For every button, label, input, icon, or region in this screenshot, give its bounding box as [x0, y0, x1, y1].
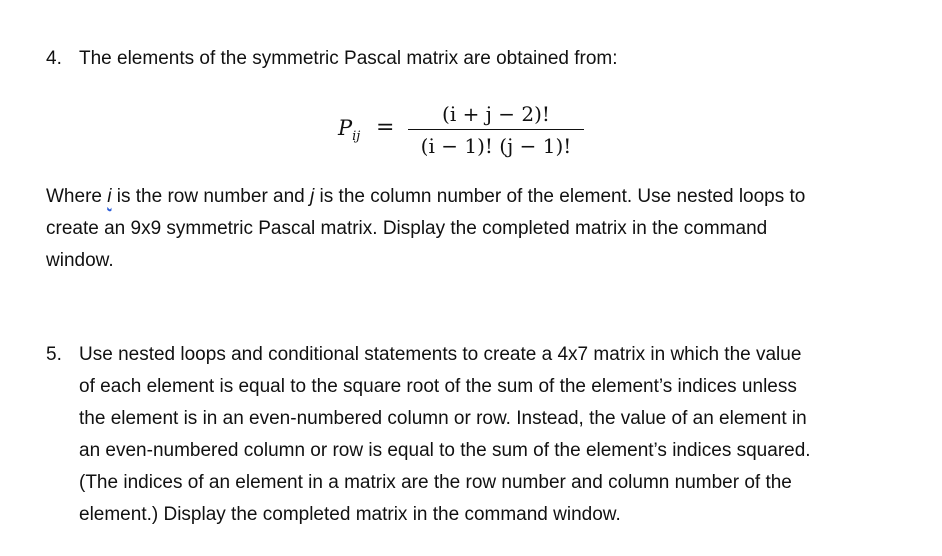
problem-4-header: The elements of the symmetric Pascal matrix are obtained from:	[79, 48, 618, 69]
variable-i: i	[107, 186, 112, 207]
problem-5-line: of each element is equal to the square root of the sum of the element’s indices unless	[79, 376, 797, 397]
variable-j: j	[310, 186, 315, 207]
body-text: is the column number of the element. Use nested loops to	[314, 186, 806, 207]
body-text: is the row number and	[111, 186, 311, 207]
formula-lhs	[338, 116, 360, 144]
problem-4-number: 4.	[46, 48, 62, 69]
problem-4	[46, 48, 926, 278]
fraction-bar	[408, 129, 584, 130]
problem-5-line: (The indices of an element in a matrix are the row number and column number of the	[79, 472, 792, 493]
problem-5	[46, 344, 926, 534]
problem-5-line: element.) Display the completed matrix in the command window.	[79, 504, 621, 525]
problem-4-body-line-3: window.	[46, 250, 114, 271]
pascal-formula	[338, 100, 598, 170]
formula-fraction	[408, 100, 584, 160]
body-text: Where	[46, 186, 108, 207]
formula-equals: =	[376, 115, 395, 140]
problem-4-body-line-1	[46, 186, 805, 208]
formula-lhs-subscript: ij	[352, 129, 361, 144]
problem-5-number: 5.	[46, 344, 62, 365]
problem-5-line: the element is in an even-numbered column or row. Instead, the value of an element in	[79, 408, 807, 429]
formula-denominator: (i − 1)! (j − 1)!	[420, 134, 572, 158]
problem-4-body-line-2: create an 9x9 symmetric Pascal matrix. Display the completed matrix in the command	[46, 218, 768, 239]
formula-numerator: (i + j − 2)!	[442, 102, 550, 126]
formula-lhs-base: P	[338, 116, 353, 140]
problem-5-line: Use nested loops and conditional statements to create a 4x7 matrix in which the value	[79, 344, 802, 365]
problem-5-line: an even-numbered column or row is equal to the sum of the element’s indices squared.	[79, 440, 811, 461]
